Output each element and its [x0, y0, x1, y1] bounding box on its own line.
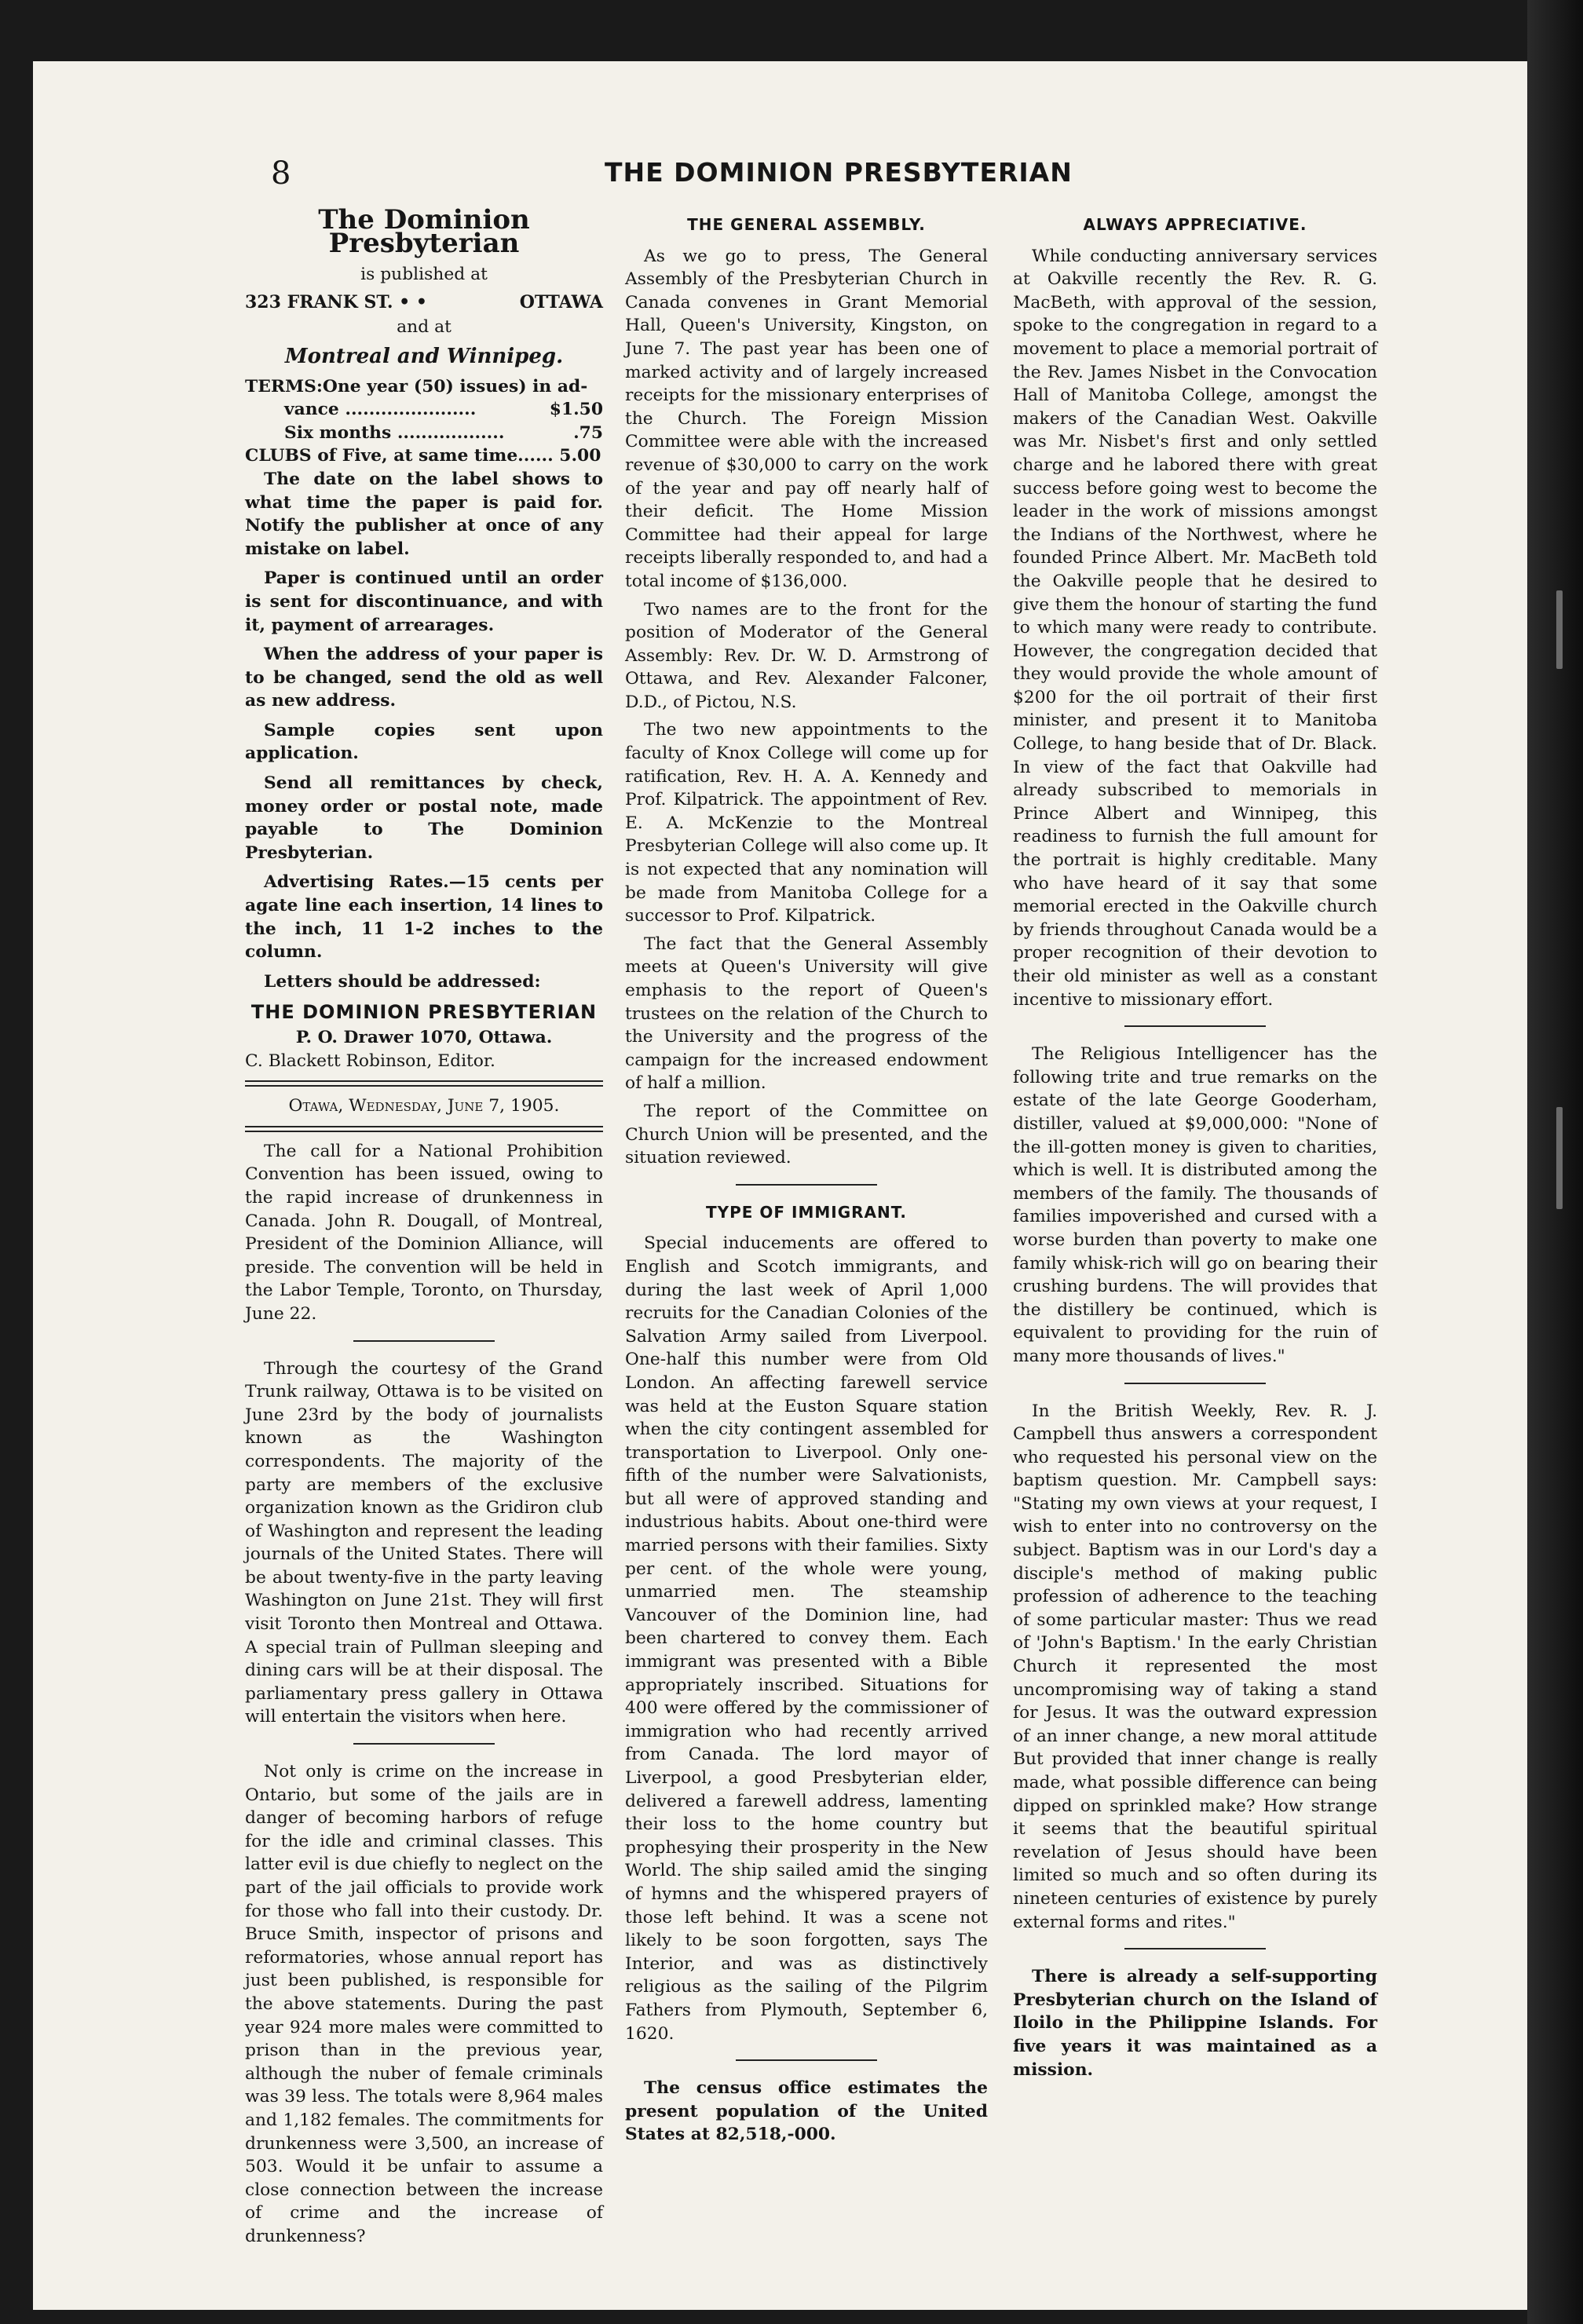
article-crime: Not only is crime on the increase in Ontario, but some of the jails are in danger of becoming harbors of refuge for the idle and criminal classes. This latter evil is due chiefly to neglect on the part of the jail officials to provide work for those who fall into their custody. Dr. Bruce Smith, inspector of prisons and reformatories, whose annual report has just been published, is responsible for the above statements. During the past year 924 more males were committed to prison than in the previous year, although the nuber of female criminals was 39 less. The totals were 8,964 males and 1,182 females. The commitments for drunkenness were 3,500, an increase of 503. Would it be unfair to assume a close connection between the increase of crime and the increase of drunkenness? [245, 1762, 603, 2246]
drawer-address: P. O. Drawer 1070, Ottawa. [295, 1028, 553, 1047]
dateline: Otawa, Wednesday, June 7, 1905. [288, 1096, 560, 1116]
binding-edge [1527, 0, 1583, 2324]
section-rule [353, 1743, 495, 1745]
article-prohibition: The call for a National Prohibition Convention has been issued, owing to the rapid increase of drunkenness in Canada. John R. Dougall, of Montreal, President of the Dominion Alliance, will preside. The convention will be held in the Labor Temple, Toronto, on Thursday, June 22. [245, 1141, 603, 1324]
branch-cities: Montreal and Winnipeg. [284, 344, 564, 368]
article-paragraph: The report of the Committee on Church Union will be presented, and the situation reviewed. [625, 1101, 988, 1168]
column-1 [245, 206, 603, 2253]
clubs-rate: CLUBS of Five, at same time...... 5.00 [245, 446, 601, 466]
rate-row [245, 422, 603, 445]
double-rule [245, 1126, 603, 1132]
rate-label: Six months .................. [284, 422, 505, 443]
double-rule [245, 1080, 603, 1087]
article-paragraph: Two names are to the front for the position of Moderator of the General Assembly: Rev. Dr. W. D. Armstrong of Ottawa, and Rev. Alexander Falconer, D.D., of Pictou, N.S. [625, 599, 988, 712]
column-2 [625, 206, 988, 2147]
published-at: is published at [360, 265, 488, 285]
headline-general-assembly: THE GENERAL ASSEMBLY. [687, 215, 926, 234]
address-street: 323 FRANK ST. • • [245, 291, 427, 312]
terms-line: TERMS:One year (50) issues) in ad- [245, 376, 588, 396]
page-number: 8 [271, 155, 291, 192]
binding-clip [1556, 590, 1563, 669]
section-rule [736, 1184, 877, 1186]
section-rule [1124, 1025, 1266, 1027]
publisher-address [245, 291, 603, 315]
headline-type-of-immigrant: TYPE OF IMMIGRANT. [706, 1202, 907, 1222]
article-paragraph: The two new appointments to the faculty of Knox College will come up for ratification, Rev. H. A. A. Kennedy and Prof. Kilpatrick. The appointment of Rev. E. A. McKenzie to the Montreal Presbyterian College will also come up. It is not expected that any nomination will be made from Manitoba College for a successor to Prof. Kilpatrick. [625, 720, 988, 926]
section-rule [353, 1340, 495, 1342]
rate-value: $1.50 [549, 400, 603, 420]
article-intelligencer: The Religious Intelligencer has the following trite and true remarks on the estate of the late George Gooderham, distiller, valued at $9,000,000: "None of the ill-gotten money is given to charities, which is well. It is distributed among the members of the family. The thousands of families impoverished and cursed with a worse burden than poverty to make one family whisk-rich will go on bearing their crushing burdens. The will provides that the distillery be continued, which is equivalent to providing for the ruin of many more thousands of lives." [1013, 1044, 1377, 1366]
notice: When the address of your paper is to be changed, send the old as well as new address. [245, 645, 603, 711]
masthead: THE DOMINION PRESBYTERIAN [605, 157, 1073, 188]
editor-line: C. Blackett Robinson, Editor. [245, 1051, 495, 1071]
article-paragraph: Special inducements are offered to English and Scotch immigrants, and during the last week of April 1,000 recruits for the Canadian Colonies of the Salvation Army sailed from Liverpool. One-half this number were from Old London. An affecting farewell service was held at the Euston Square station when the city contingent assembled for transportation to Liverpool. Only one-fifth of the number were Salvationists, but all were of approved standing and industrious habits. About one-third were married persons with their families. Sixty per cent. of the whole were young, unmarried men. The steamship Vancouver of the Dominion line, had been chartered to convey them. Each immigrant was presented with a Bible appropriately inscribed. Situations for 400 were offered by the commissioner of immigration who had recently arrived from Canada. The lord mayor of Liverpool, a good Presbyterian elder, delivered a farewell address, lamenting their loss to the home country but prophesying their prosperity in the New World. The ship sailed amid the singing of hymns and the whispered prayers of those left behind. It was a scene not likely to be soon forgotten, says The Interior, and was as distinctively religious as the sailing of the Pilgrim Fathers from Plymouth, September 6, 1620. [625, 1233, 988, 2044]
article-baptism: In the British Weekly, Rev. R. J. Campbell thus answers a correspondent who requested his personal view on the baptism question. Mr. Campbell says: "Stating my own views at your request, I wish to enter into no controversy on the subject. Baptism was in our Lord's day a disciple's method of making public profession of adherence to the teaching of some particular master: Thus we read of 'John's Baptism.' In the early Christian Church it represented the most uncompromising way of taking a stand for Jesus. It was the outward expression of an inner change, a new moral attitude But provided that inner change is really made, what possible difference can being dipped on sprinkled make? How strange it seems that the beautiful spiritual revelation of Jesus should have been limited so much and so often during its nineteen centuries of existence by purely external forms and rites." [1013, 1401, 1377, 1932]
section-rule [736, 2059, 877, 2061]
article-iloilo: There is already a self-supporting Presbyterian church on the Island of Iloilo in the Philippine Islands. For five years it was maintained as a mission. [1013, 1967, 1377, 2080]
headline-always-appreciative: ALWAYS APPRECIATIVE. [1083, 215, 1307, 234]
article-paragraph: The fact that the General Assembly meets at Queen's University will give emphasis to the report of Queen's trustees on the relation of the Church to the University and the progress of the campaign for the increased endowment of half a million. [625, 934, 988, 1094]
section-rule [1124, 1383, 1266, 1384]
and-at: and at [397, 317, 452, 338]
notice: Sample copies sent upon application. [245, 720, 603, 764]
rate-label: vance ...................... [284, 400, 477, 420]
binding-clip [1556, 1107, 1563, 1209]
publisher-notices [245, 468, 603, 993]
notice: Advertising Rates.—15 cents per agate line each insertion, 14 lines to the inch, 11 1-2 inches to the column. [245, 872, 603, 963]
notice: Send all remittances by check, money order or postal note, made payable to The Dominion Presbyterian. [245, 773, 603, 863]
rate-value: .75 [573, 422, 603, 443]
notice: The date on the label shows to what time the paper is paid for. Notify the publisher at once of any mistake on label. [245, 469, 603, 559]
address-city: OTTAWA [519, 291, 603, 312]
rate-row [245, 398, 603, 422]
notice: Letters should be addressed: [264, 971, 541, 992]
mailing-address-title: THE DOMINION PRESBYTERIAN [250, 1001, 598, 1024]
column-3 [1013, 206, 1377, 2081]
article-census: The census office estimates the present population of the United States at 82,518,-000. [625, 2078, 988, 2145]
subscription-terms [245, 375, 603, 468]
article-paragraph: While conducting anniversary services at Oakville recently the Rev. R. G. MacBeth, with approval of the session, spoke to the congregation in regard to a movement to place a memorial portrait of the Rev. James Nisbet in the Convocation Hall of Manitoba College, amongst the makers of the Canadian West. Oakville was Mr. Nisbet's first and only settled charge and he labored there with great success before going west to become the leader in the work of missions amongst the Indians of the Northwest, where he founded Prince Albert. Mr. MacBeth told the Oakville people that he desired to give them the honour of starting the fund to which many were ready to contribute. However, the congregation decided that they would provide the whole amount of $200 for the oil portrait of their first minister, and present it to Manitoba College, to hang beside that of Dr. Black. In view of the fact that Oakville had already subscribed to memorials in Prince Albert and Winnipeg, this readiness to furnish the full amount for the portrait is highly creditable. Many who have heard of it say that some memorial erected in the Oakville church by friends throughout Canada would be a proper recognition of their devotion to their old minister as well as a constant incentive to missionary effort. [1013, 246, 1377, 1010]
section-rule [1124, 1948, 1266, 1949]
notice: Paper is continued until an order is sent for discontinuance, and with it, payment of arrearages. [245, 568, 603, 635]
article-journalists: Through the courtesy of the Grand Trunk railway, Ottawa is to be visited on June 23rd by the body of journalists known as the Washington correspondents. The majority of the party are members of the exclusive organization known as the Gridiron club of Washington and represent the leading journals of the United States. There will be about twenty-five in the party leaving Washington on June 21st. They will first visit Toronto then Montreal and Ottawa. A special train of Pullman sleeping and dining cars will be at their disposal. The parliamentary press gallery in Ottawa will entertain the visitors when here. [245, 1358, 603, 1727]
brand-title: The Dominion Presbyterian [318, 204, 530, 259]
article-paragraph: As we go to press, The General Assembly of the Presbyterian Church in Canada convenes in Grant Memorial Hall, Queen's University, Kingston, on June 7. The past year has been one of marked activity and of largely increased receipts for the missionary enterprises of the Church. The Foreign Mission Committee were able with the increased revenue of $30,000 to carry on the work of the year and pay off nearly half of their deficit. The Home Mission Committee had their appeal for large receipts liberally responded to, and had a total income of $136,000. [625, 246, 988, 591]
